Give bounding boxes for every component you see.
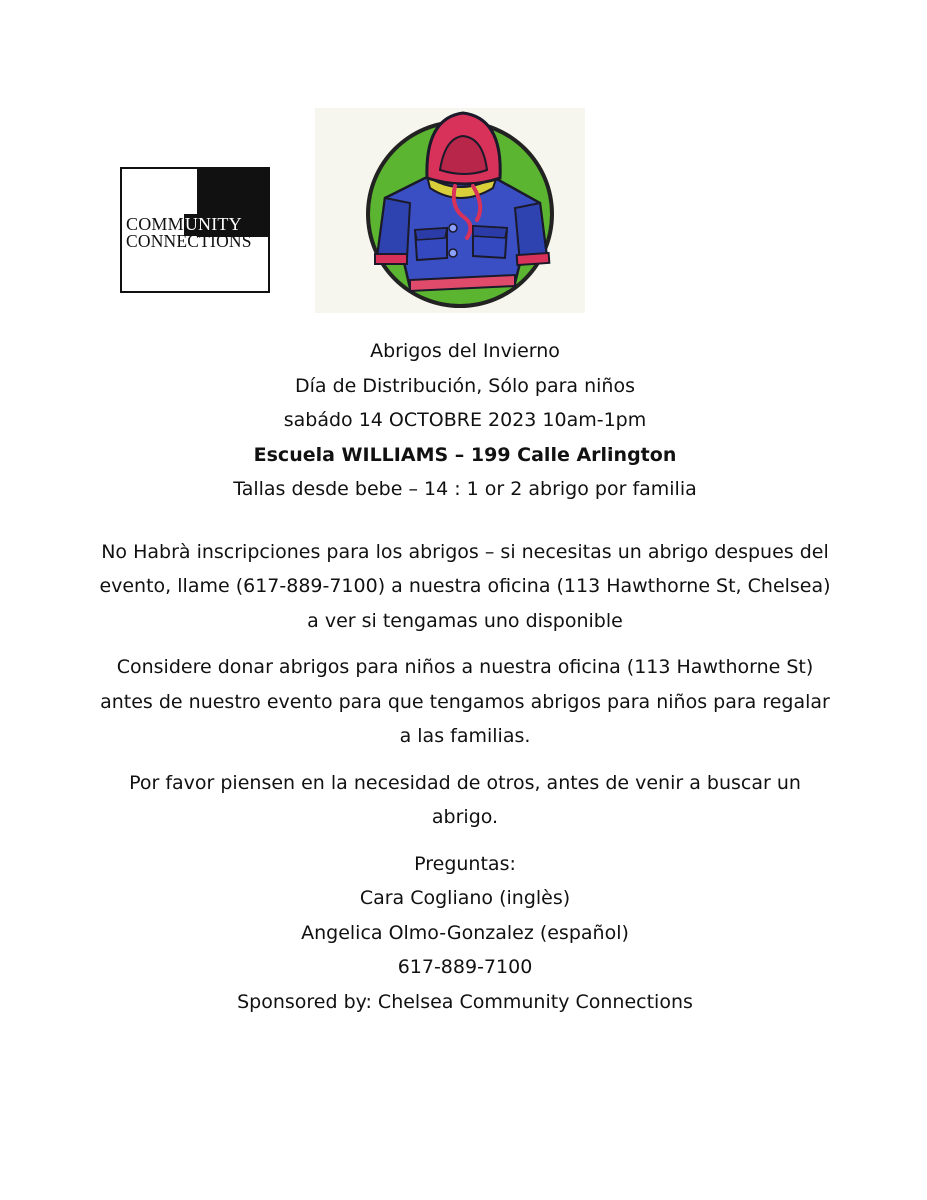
contact-heading: Preguntas: xyxy=(414,852,516,875)
no-registration-paragraph: No Habrà inscripciones para los abrigos – si necesitas un abrigo despues del evento, llame (617-889-7100) a nuestra oficina (113 Hawthorne St, Chelsea) a ver si tengamas uno disponible xyxy=(99,540,831,632)
event-sizes: Tallas desde bebe – 14 : 1 or 2 abrigo por familia xyxy=(233,478,697,500)
please-paragraph: Por favor piensen en la necesidad de otros, antes de venir a buscar un abrigo. xyxy=(129,771,801,828)
logo-text-connections: CONNECTIONS xyxy=(126,231,252,251)
flyer-text xyxy=(95,334,835,1019)
event-subtitle: Día de Distribución, Sólo para niños xyxy=(294,374,635,397)
contact-phone: 617-889-7100 xyxy=(397,956,533,978)
sponsor-line: Sponsored by: Chelsea Community Connections xyxy=(237,990,693,1013)
jacket-icon xyxy=(315,108,585,313)
event-date: sabádo 14 OCTOBRE 2023 10am-1pm xyxy=(283,409,647,431)
jacket-illustration xyxy=(315,108,585,313)
community-connections-logo xyxy=(120,167,270,293)
logo-text-unity: UNITY xyxy=(184,214,242,234)
contact-person-1: Cara Cogliano (inglès) xyxy=(359,887,571,909)
contact-person-2: Angelica Olmo-Gonzalez (español) xyxy=(301,921,629,944)
donate-paragraph: Considere donar abrigos para niños a nuestra oficina (113 Hawthorne St) antes de nuestro evento para que tengamos abrigos para niños para regalar a las familias. xyxy=(100,656,830,747)
event-title: Abrigos del Invierno xyxy=(370,340,560,362)
event-location: Escuela WILLIAMS – 199 Calle Arlington xyxy=(253,443,677,466)
logo-text-comm: COMM xyxy=(126,214,184,234)
